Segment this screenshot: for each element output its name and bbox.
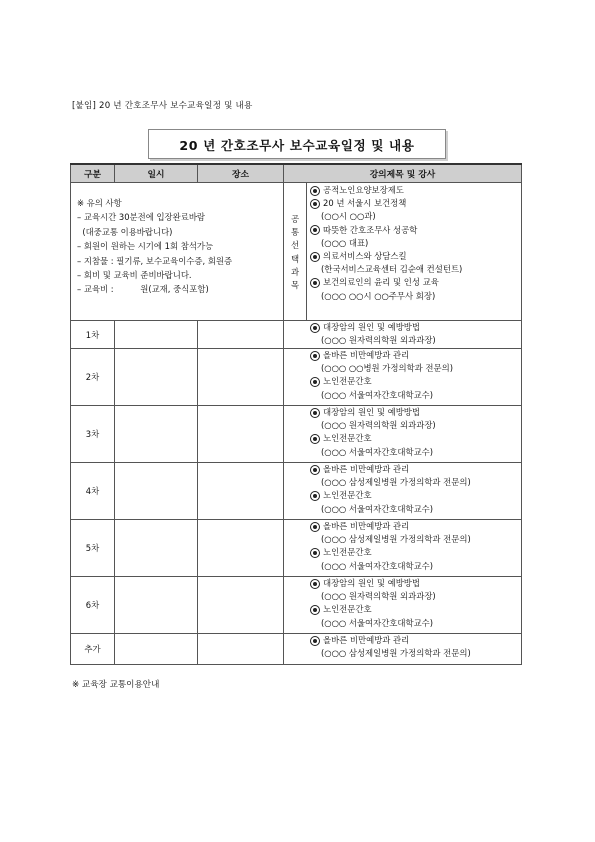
lecture-instructor: (○○○ 서울여자간호대학교수): [321, 560, 434, 571]
annex-heading: [붙임] 20 년 간호조무사 보수교육일정 및 내용: [72, 101, 253, 111]
lecture-title: 따뜻한 간호조무사 성공학: [323, 224, 418, 235]
lecture-instructor: (○○○ 서울여자간호대학교수): [321, 389, 434, 400]
lecture-title: 올바른 비만예방과 관리: [323, 521, 410, 531]
bullet-icon: [310, 579, 320, 589]
lecture-title-line: [310, 349, 521, 362]
common-label-char: 목: [290, 279, 300, 290]
lecture-instructor: (○○시 ○○과): [321, 211, 376, 222]
lecture-instructor: (○○○ 삼성제일병원 가정의학과 전문의): [321, 534, 471, 545]
note-line: – 교육비 : 원(교재, 중식포함): [77, 284, 209, 295]
session-date: [115, 349, 198, 406]
session-label: 2차: [71, 349, 115, 406]
document-title-box: [148, 129, 446, 159]
session-location: [198, 520, 284, 577]
lecture-title-line: [310, 184, 521, 197]
lecture-instructor: (○○○ 서울여자간호대학교수): [321, 617, 434, 628]
bullet-icon: [310, 465, 320, 475]
lecture-instructor: (○○○ 원자력의학원 외과과장): [321, 591, 436, 602]
session-row: [71, 634, 522, 665]
lecture-title-line: [310, 276, 521, 289]
bullet-icon: [310, 278, 320, 288]
session-row: [71, 349, 522, 406]
lecture-title: 대장암의 원인 및 예방방법: [323, 322, 420, 332]
lecture-title-line: [310, 224, 521, 237]
session-label: 추가: [71, 634, 115, 665]
lecture-title-line: [310, 250, 521, 263]
note-line: (대중교통 이용바랍니다): [77, 226, 173, 237]
lecture-title: 올바른 비만예방과 관리: [323, 350, 410, 360]
lecture-title: 노인전문간호: [323, 490, 372, 501]
session-row: [71, 321, 522, 349]
lecture-instructor: (○○○ ○○시 ○○주무사 회장): [321, 290, 436, 301]
session-row: [71, 463, 522, 520]
session-lectures: [284, 463, 522, 520]
lecture-title: 대장암의 원인 및 예방방법: [323, 578, 420, 588]
note-line: ※ 유의 사항: [77, 198, 122, 208]
bullet-icon: [310, 199, 320, 209]
lecture-title-line: [310, 634, 521, 647]
lecture-instructor: (○○○ 삼성제일병원 가정의학과 전문의): [321, 477, 471, 488]
session-row: [71, 520, 522, 577]
bullet-icon: [310, 377, 320, 387]
lecture-title-line: [310, 546, 521, 559]
lecture-title: 공적노인요양보장제도: [323, 185, 404, 195]
lecture-title-line: [310, 463, 521, 476]
bullet-icon: [310, 636, 320, 646]
lecture-title: 보건의료인의 윤리 및 인성 교육: [323, 277, 439, 288]
lecture-title-line: [310, 321, 521, 334]
bullet-icon: [310, 434, 320, 444]
bullet-icon: [310, 408, 320, 418]
lecture-title-line: [310, 520, 521, 533]
common-label-char: 공: [290, 213, 300, 224]
session-date: [115, 520, 198, 577]
bullet-icon: [310, 491, 320, 501]
lecture-title-line: [310, 375, 521, 388]
common-label-char: 과: [290, 266, 300, 277]
session-location: [198, 349, 284, 406]
lecture-instructor: (○○○ ○○병원 가정의학과 전문의): [321, 363, 453, 374]
bullet-icon: [310, 351, 320, 361]
common-label-char: 선: [290, 240, 300, 251]
session-row: [71, 406, 522, 463]
session-location: [198, 463, 284, 520]
lecture-title: 노인전문간호: [323, 376, 372, 387]
session-lectures: [284, 577, 522, 634]
lecture-title: 노인전문간호: [323, 547, 372, 558]
session-location: [198, 406, 284, 463]
lecture-instructor: (○○○ 원자력의학원 외과과장): [321, 335, 436, 346]
session-date: [115, 406, 198, 463]
note-line: – 지참물 : 필기류, 보수교육이수증, 회원증: [77, 255, 233, 266]
session-label: 6차: [71, 577, 115, 634]
lecture-instructor: (○○○ 서울여자간호대학교수): [321, 503, 434, 514]
schedule-table: [70, 163, 522, 665]
lecture-title: 20 년 서울시 보건정책: [323, 198, 407, 209]
bullet-icon: [310, 605, 320, 615]
common-label-char: 통: [290, 227, 300, 238]
header-lectures: 강의제목 및 강사: [284, 164, 522, 183]
note-line: – 회비 및 교육비 준비바랍니다.: [77, 270, 192, 281]
lecture-title: 의료서비스와 상담스킬: [323, 251, 407, 262]
lecture-title: 노인전문간호: [323, 604, 372, 615]
header-datetime: 일시: [115, 164, 198, 183]
session-label: 5차: [71, 520, 115, 577]
session-date: [115, 577, 198, 634]
bullet-icon: [310, 252, 320, 262]
header-category: 구분: [71, 164, 115, 183]
lecture-instructor: (○○○ 원자력의학원 외과과장): [321, 420, 436, 431]
lecture-title-line: [310, 603, 521, 616]
lecture-instructor: (한국서비스교육센터 김순애 컨설턴트): [321, 264, 463, 275]
session-lectures: [284, 406, 522, 463]
common-lectures-cell: [307, 183, 522, 321]
session-location: [198, 577, 284, 634]
lecture-instructor: (○○○ 서울여자간호대학교수): [321, 446, 434, 457]
lecture-title: 올바른 비만예방과 관리: [323, 635, 410, 645]
document-title: 20 년 간호조무사 보수교육일정 및 내용: [179, 137, 415, 153]
session-lectures: [284, 634, 522, 665]
session-lectures: [284, 321, 522, 349]
lecture-title-line: [310, 577, 521, 590]
session-lectures: [284, 349, 522, 406]
lecture-title: 올바른 비만예방과 관리: [323, 464, 410, 474]
lecture-instructor: (○○○ 삼성제일병원 가정의학과 전문의): [321, 648, 471, 659]
session-label: 4차: [71, 463, 115, 520]
lecture-title-line: [310, 406, 521, 419]
bullet-icon: [310, 323, 320, 333]
bullet-icon: [310, 522, 320, 532]
table-header-row: [71, 164, 522, 183]
lecture-title: 노인전문간호: [323, 433, 372, 444]
session-date: [115, 321, 198, 349]
notes-row: [71, 183, 522, 321]
lecture-title-line: [310, 432, 521, 445]
notes-cell: [71, 183, 284, 321]
bullet-icon: [310, 225, 320, 235]
bullet-icon: [310, 186, 320, 196]
session-lectures: [284, 520, 522, 577]
lecture-title-line: [310, 489, 521, 502]
common-label-char: 택: [290, 253, 300, 264]
note-line: – 회원이 원하는 시기에 1회 참석가능: [77, 241, 214, 252]
session-location: [198, 321, 284, 349]
bullet-icon: [310, 548, 320, 558]
footnote: ※ 교육장 교통이용안내: [72, 680, 160, 690]
session-label: 3차: [71, 406, 115, 463]
lecture-title: 대장암의 원인 및 예방방법: [323, 407, 420, 417]
session-label: 1차: [71, 321, 115, 349]
header-location: 장소: [198, 164, 284, 183]
lecture-instructor: (○○○ 대표): [321, 237, 369, 248]
session-row: [71, 577, 522, 634]
common-elective-label: [284, 183, 307, 321]
session-date: [115, 463, 198, 520]
lecture-title-line: [310, 197, 521, 210]
session-date: [115, 634, 198, 665]
note-line: – 교육시간 30분전에 입장완료바람: [77, 212, 206, 223]
session-location: [198, 634, 284, 665]
